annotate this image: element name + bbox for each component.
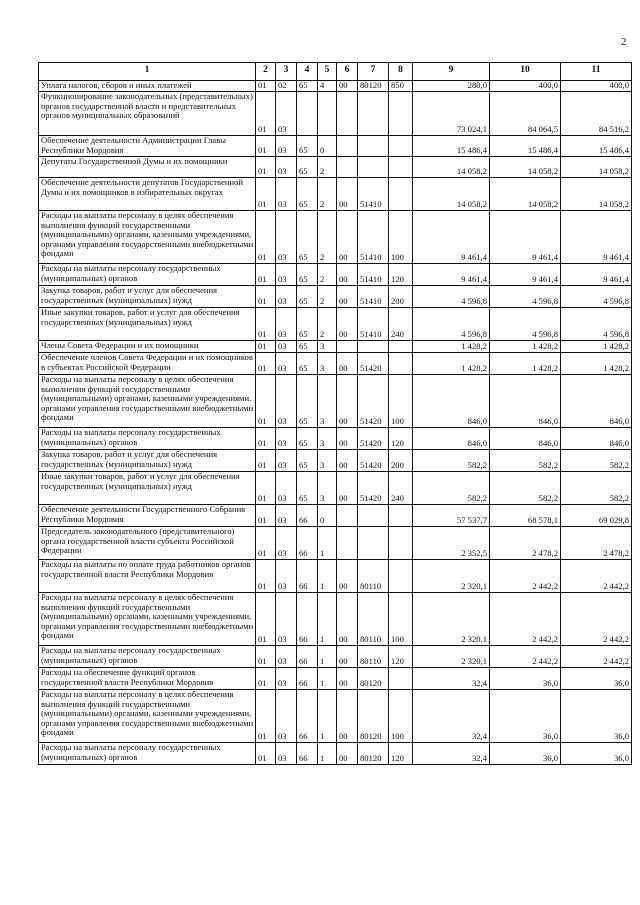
column-header: 5 [318,63,337,81]
code-cell: 01 [256,92,276,136]
row-label: Председатель законодательного (представительного) органа государственной власти субъекта Российской Федерации [39,527,256,560]
code-cell: 51420 [358,428,389,450]
amount-cell: 9 461,4 [413,264,490,286]
code-cell: 01 [256,264,276,286]
amount-cell: 2 442,2 [561,593,632,646]
amount-cell: 15 486,4 [561,136,632,157]
amount-cell: 14 058,2 [490,178,561,211]
amount-cell: 1 428,2 [413,353,490,375]
code-cell [297,92,318,136]
code-cell: 66 [297,646,318,668]
code-cell: 51420 [358,375,389,428]
column-header: 1 [39,63,256,81]
row-label: Расходы на выплаты персоналу государственных (муниципальных) органов [39,646,256,668]
code-cell: 00 [337,286,358,308]
code-cell: 80110 [358,593,389,646]
code-cell: 00 [337,690,358,743]
amount-cell: 280,0 [413,81,490,92]
table-row [39,178,632,211]
code-cell [358,157,389,178]
code-cell: 66 [297,690,318,743]
code-cell: 2 [318,264,337,286]
table-row [39,211,632,264]
code-cell [337,505,358,527]
column-header: 6 [337,63,358,81]
code-cell: 80120 [358,81,389,92]
table-row [39,264,632,286]
code-cell: 0 [318,136,337,157]
row-label: Расходы на выплаты персоналу в целях обеспечения выполнения функций государственными (муниципальными) органами, казенными учреждениями, органами управления государственными внебюджетными фондами [39,375,256,428]
table-row [39,593,632,646]
column-header: 9 [413,63,490,81]
code-cell [389,527,413,560]
amount-cell: 36,0 [561,690,632,743]
row-label: Закупка товаров, работ и услуг для обеспечения государственных (муниципальных) нужд [39,450,256,472]
code-cell: 03 [276,593,297,646]
code-cell: 03 [276,428,297,450]
amount-cell: 1 428,2 [490,353,561,375]
amount-cell: 846,0 [490,375,561,428]
amount-cell: 68 578,1 [490,505,561,527]
table-row [39,646,632,668]
code-cell: 65 [297,450,318,472]
code-cell: 1 [318,743,337,765]
code-cell: 03 [276,264,297,286]
amount-cell: 36,0 [490,743,561,765]
amount-cell: 1 428,2 [561,353,632,375]
table-row [39,81,632,92]
code-cell: 120 [389,264,413,286]
code-cell: 01 [256,81,276,92]
code-cell: 120 [389,743,413,765]
code-cell: 03 [276,92,297,136]
code-cell: 65 [297,157,318,178]
table-row [39,428,632,450]
amount-cell: 582,2 [490,472,561,505]
code-cell: 01 [256,428,276,450]
code-cell: 03 [276,286,297,308]
code-cell: 00 [337,560,358,593]
code-cell: 01 [256,341,276,353]
code-cell: 3 [318,375,337,428]
code-cell: 2 [318,157,337,178]
code-cell: 02 [276,81,297,92]
code-cell: 80120 [358,690,389,743]
table-row [39,375,632,428]
code-cell: 100 [389,375,413,428]
code-cell: 80120 [358,668,389,690]
code-cell: 00 [337,593,358,646]
code-cell [389,92,413,136]
code-cell: 240 [389,472,413,505]
code-cell: 80120 [358,743,389,765]
amount-cell: 2 320,1 [413,560,490,593]
code-cell: 66 [297,505,318,527]
table-row [39,286,632,308]
code-cell: 01 [256,178,276,211]
amount-cell: 846,0 [490,428,561,450]
amount-cell: 2 442,2 [490,593,561,646]
code-cell: 01 [256,136,276,157]
code-cell: 1 [318,646,337,668]
code-cell: 2 [318,286,337,308]
amount-cell: 1 428,2 [413,341,490,353]
code-cell: 1 [318,593,337,646]
amount-cell: 2 320,1 [413,593,490,646]
table-row [39,560,632,593]
code-cell: 1 [318,690,337,743]
code-cell: 01 [256,560,276,593]
code-cell: 01 [256,690,276,743]
code-cell: 03 [276,353,297,375]
row-label: Депутаты Государственной Думы и их помощники [39,157,256,178]
code-cell [358,136,389,157]
code-cell: 850 [389,81,413,92]
table-header-row [39,63,632,81]
code-cell: 80110 [358,646,389,668]
code-cell: 01 [256,646,276,668]
table-row [39,157,632,178]
code-cell: 65 [297,286,318,308]
code-cell: 51410 [358,264,389,286]
amount-cell: 2 442,2 [490,646,561,668]
amount-cell: 4 596,8 [413,308,490,341]
code-cell: 03 [276,646,297,668]
code-cell: 03 [276,450,297,472]
page-number: 2 [621,36,627,48]
code-cell: 00 [337,375,358,428]
table-row [39,690,632,743]
code-cell: 51410 [358,178,389,211]
code-cell: 01 [256,450,276,472]
amount-cell: 84 516,2 [561,92,632,136]
amount-cell: 36,0 [561,743,632,765]
code-cell: 3 [318,450,337,472]
amount-cell: 1 428,2 [561,341,632,353]
code-cell [389,505,413,527]
code-cell [389,668,413,690]
code-cell: 03 [276,560,297,593]
table-row [39,505,632,527]
column-header: 7 [358,63,389,81]
code-cell [337,527,358,560]
amount-cell: 14 058,2 [413,157,490,178]
code-cell: 80110 [358,560,389,593]
code-cell: 100 [389,211,413,264]
code-cell: 01 [256,286,276,308]
column-header: 11 [561,63,632,81]
table-row [39,472,632,505]
column-header: 2 [256,63,276,81]
code-cell: 01 [256,472,276,505]
code-cell: 200 [389,450,413,472]
code-cell: 2 [318,308,337,341]
amount-cell: 9 461,4 [561,264,632,286]
code-cell: 00 [337,353,358,375]
amount-cell: 36,0 [561,668,632,690]
code-cell [337,136,358,157]
code-cell: 01 [256,505,276,527]
code-cell [389,353,413,375]
row-label: Расходы на выплаты персоналу в целях обеспечения выполнения функций государственными (муниципальными) органами, казенными учреждениями, органами управления государственными внебюджетными фондами [39,690,256,743]
code-cell [389,560,413,593]
amount-cell: 4 596,8 [561,286,632,308]
code-cell: 03 [276,743,297,765]
code-cell [358,505,389,527]
amount-cell: 36,0 [490,690,561,743]
code-cell: 00 [337,211,358,264]
amount-cell: 400,0 [561,81,632,92]
code-cell: 03 [276,668,297,690]
code-cell: 03 [276,157,297,178]
amount-cell: 846,0 [561,375,632,428]
code-cell: 65 [297,308,318,341]
code-cell: 51410 [358,211,389,264]
amount-cell: 400,0 [490,81,561,92]
row-label: Расходы на выплаты по оплате труда работников органов государственной власти Республики Мордовия [39,560,256,593]
code-cell [389,157,413,178]
column-header: 10 [490,63,561,81]
amount-cell: 2 442,2 [490,560,561,593]
amount-cell: 9 461,4 [561,211,632,264]
code-cell: 65 [297,264,318,286]
amount-cell: 32,4 [413,668,490,690]
code-cell: 51420 [358,472,389,505]
row-label: Закупка товаров, работ и услуг для обеспечения государственных (муниципальных) нужд [39,286,256,308]
code-cell: 2 [318,178,337,211]
amount-cell: 4 596,8 [561,308,632,341]
code-cell: 01 [256,211,276,264]
amount-cell: 582,2 [561,472,632,505]
code-cell: 01 [256,743,276,765]
code-cell [389,136,413,157]
code-cell: 01 [256,668,276,690]
code-cell: 66 [297,593,318,646]
code-cell [337,92,358,136]
code-cell [358,92,389,136]
code-cell: 00 [337,646,358,668]
code-cell: 00 [337,81,358,92]
amount-cell: 32,4 [413,743,490,765]
code-cell: 1 [318,527,337,560]
row-label: Обеспечение деятельности Государственного Собрания Республики Мордовия [39,505,256,527]
code-cell: 2 [318,211,337,264]
amount-cell: 14 058,2 [413,178,490,211]
table-row [39,743,632,765]
code-cell: 120 [389,428,413,450]
code-cell: 65 [297,211,318,264]
amount-cell: 9 461,4 [490,211,561,264]
amount-cell: 2 442,2 [561,560,632,593]
code-cell: 00 [337,178,358,211]
code-cell: 00 [337,428,358,450]
amount-cell: 2 478,2 [490,527,561,560]
amount-cell: 846,0 [561,428,632,450]
code-cell: 03 [276,527,297,560]
column-header: 3 [276,63,297,81]
code-cell: 65 [297,81,318,92]
code-cell [389,178,413,211]
code-cell: 1 [318,560,337,593]
code-cell: 66 [297,668,318,690]
code-cell: 4 [318,81,337,92]
code-cell [318,92,337,136]
code-cell: 3 [318,472,337,505]
row-label: Обеспечение деятельности Администрации Главы Республики Мордовия [39,136,256,157]
table-row [39,341,632,353]
amount-cell: 1 428,2 [490,341,561,353]
code-cell: 65 [297,178,318,211]
code-cell: 51410 [358,286,389,308]
row-label: Обеспечение членов Совета Федерации и их помощников в субъектах Российской Федерации [39,353,256,375]
amount-cell: 582,2 [561,450,632,472]
table-body [39,81,632,765]
code-cell: 00 [337,450,358,472]
amount-cell: 14 058,2 [561,157,632,178]
amount-cell: 32,4 [413,690,490,743]
code-cell [358,527,389,560]
row-label: Уплата налогов, сборов и иных платежей [39,81,256,92]
code-cell: 03 [276,308,297,341]
code-cell: 01 [256,353,276,375]
code-cell: 01 [256,157,276,178]
amount-cell: 14 058,2 [490,157,561,178]
code-cell: 03 [276,472,297,505]
code-cell [337,341,358,353]
code-cell: 51410 [358,308,389,341]
code-cell: 03 [276,505,297,527]
amount-cell: 9 461,4 [413,211,490,264]
code-cell: 65 [297,375,318,428]
code-cell: 240 [389,308,413,341]
code-cell: 01 [256,527,276,560]
amount-cell: 2 442,2 [561,646,632,668]
amount-cell: 14 058,2 [561,178,632,211]
code-cell: 00 [337,472,358,505]
table-row [39,136,632,157]
amount-cell: 84 064,5 [490,92,561,136]
amount-cell: 4 596,8 [490,308,561,341]
amount-cell: 2 352,5 [413,527,490,560]
table-row [39,668,632,690]
amount-cell: 4 596,8 [413,286,490,308]
code-cell: 66 [297,527,318,560]
row-label: Расходы на выплаты персоналу государственных (муниципальных) органов [39,264,256,286]
table-row [39,527,632,560]
amount-cell: 582,2 [413,450,490,472]
budget-table [38,62,632,765]
amount-cell: 69 029,8 [561,505,632,527]
row-label: Расходы на выплаты персоналу государственных (муниципальных) органов [39,428,256,450]
table-row [39,92,632,136]
code-cell: 65 [297,353,318,375]
row-label: Расходы на выплаты персоналу государственных (муниципальных) органов [39,743,256,765]
row-label: Расходы на выплаты персоналу в целях обеспечения выполнения функций государственными (муниципальными) органами, казенными учреждениями, органами управления государственными внебюджетными фондами [39,211,256,264]
code-cell: 3 [318,428,337,450]
table-row [39,308,632,341]
amount-cell: 2 320,1 [413,646,490,668]
row-label: Иные закупки товаров, работ и услуг для обеспечения государственных (муниципальных) нужд [39,472,256,505]
code-cell: 01 [256,308,276,341]
code-cell [389,341,413,353]
code-cell: 100 [389,593,413,646]
code-cell: 00 [337,308,358,341]
amount-cell: 4 596,8 [490,286,561,308]
column-header: 4 [297,63,318,81]
code-cell: 03 [276,341,297,353]
code-cell: 200 [389,286,413,308]
amount-cell: 15 486,4 [413,136,490,157]
code-cell: 03 [276,136,297,157]
code-cell: 65 [297,341,318,353]
code-cell: 01 [256,375,276,428]
row-label: Иные закупки товаров, работ и услуг для обеспечения государственных (муниципальных) нужд [39,308,256,341]
code-cell: 100 [389,690,413,743]
code-cell: 00 [337,668,358,690]
code-cell: 65 [297,472,318,505]
code-cell: 120 [389,646,413,668]
row-label: Расходы на обеспечение функций органов государственной власти Республики Мордовия [39,668,256,690]
code-cell: 0 [318,505,337,527]
code-cell: 51420 [358,450,389,472]
amount-cell: 15 486,4 [490,136,561,157]
code-cell: 65 [297,136,318,157]
table-row [39,450,632,472]
row-label: Расходы на выплаты персоналу в целях обеспечения выполнения функций государственными (муниципальными) органами, казенными учреждениями, органами управления государственными внебюджетными фондами [39,593,256,646]
code-cell: 00 [337,264,358,286]
code-cell: 66 [297,743,318,765]
amount-cell: 36,0 [490,668,561,690]
table-row [39,353,632,375]
code-cell: 51420 [358,353,389,375]
row-label: Обеспечение деятельности депутатов Государственной Думы и их помощников в избирательных округах [39,178,256,211]
code-cell: 03 [276,690,297,743]
code-cell [337,157,358,178]
amount-cell: 73 024,1 [413,92,490,136]
amount-cell: 9 461,4 [490,264,561,286]
code-cell: 3 [318,353,337,375]
code-cell: 01 [256,593,276,646]
code-cell: 03 [276,178,297,211]
code-cell: 03 [276,375,297,428]
row-label: Члены Совета Федерации и их помощники [39,341,256,353]
row-label: Функционирование законодательных (представительных) органов государственной власти и представительных органов муниципальных образований [39,92,256,136]
column-header: 8 [389,63,413,81]
amount-cell: 57 537,7 [413,505,490,527]
amount-cell: 582,2 [490,450,561,472]
code-cell: 00 [337,743,358,765]
code-cell: 3 [318,341,337,353]
amount-cell: 2 478,2 [561,527,632,560]
code-cell [358,341,389,353]
code-cell: 66 [297,560,318,593]
amount-cell: 846,0 [413,428,490,450]
code-cell: 03 [276,211,297,264]
amount-cell: 846,0 [413,375,490,428]
code-cell: 65 [297,428,318,450]
code-cell: 1 [318,668,337,690]
amount-cell: 582,2 [413,472,490,505]
